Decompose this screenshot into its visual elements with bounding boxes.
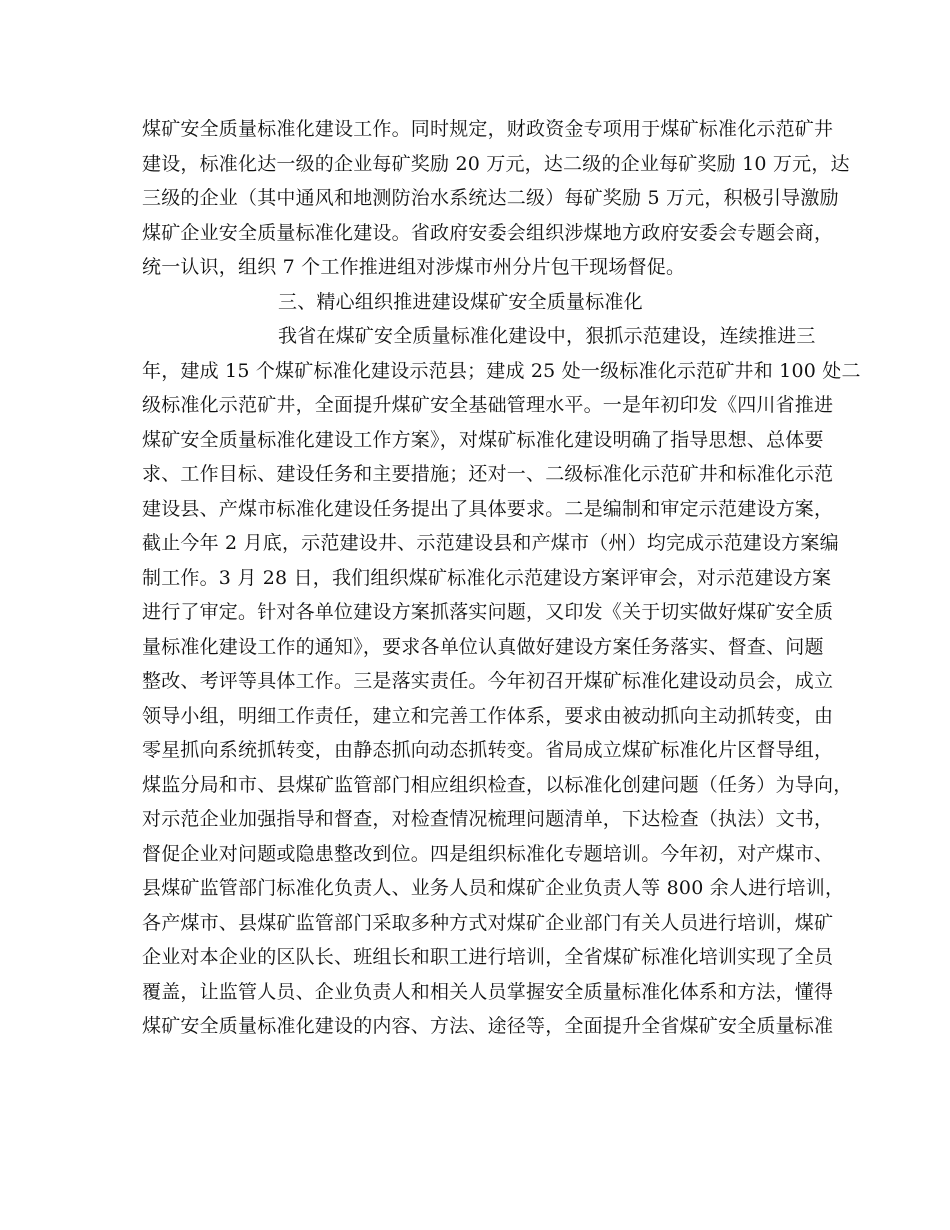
paragraph-line: 各产煤市、县煤矿监管部门采取多种方式对煤矿企业部门有关人员进行培训，煤矿 [142, 911, 834, 934]
paragraph-line: 建设，标准化达一级的企业每矿奖励 20 万元，达二级的企业每矿奖励 10 万元，达 [142, 152, 850, 175]
paragraph-line: 煤矿企业安全质量标准化建设。省政府安委会组织涉煤地方政府安委会专题会商， [142, 221, 834, 244]
paragraph-line: 对示范企业加强指导和督查，对检查情况梳理问题清单，下达检查（执法）文书， [142, 808, 834, 830]
section-heading: 三、精心组织推进建设煤矿安全质量标准化 [278, 290, 643, 313]
paragraph-line: 进行了审定。针对各单位建设方案抓落实问题，又印发《关于切实做好煤矿安全质 [142, 601, 834, 623]
paragraph-line: 截止今年 2 月底，示范建设井、示范建设县和产煤市（州）均完成示范建设方案编 [142, 532, 839, 554]
paragraph-line: 煤矿安全质量标准化建设的内容、方法、途径等，全面提升全省煤矿安全质量标准 [142, 1015, 834, 1037]
paragraph-line: 企业对本企业的区队长、班组长和职工进行培训，全省煤矿标准化培训实现了全员 [142, 946, 834, 968]
paragraph-line: 督促企业对问题或隐患整改到位。四是组织标准化专题培训。今年初，对产煤市、 [142, 842, 834, 865]
paragraph-line: 零星抓向系统抓转变，由静态抓向动态抓转变。省局成立煤矿标准化片区督导组， [142, 739, 834, 761]
document-body [142, 112, 861, 1044]
paragraph-line: 求、工作目标、建设任务和主要措施；还对一、二级标准化示范矿井和标准化示范 [142, 463, 834, 485]
paragraph-line: 整改、考评等具体工作。三是落实责任。今年初召开煤矿标准化建设动员会，成立 [142, 670, 834, 692]
paragraph-line: 三级的企业（其中通风和地测防治水系统达二级）每矿奖励 5 万元，积极引导激励 [142, 187, 839, 209]
paragraph-line: 煤矿安全质量标准化建设工作方案》，对煤矿标准化建设明确了指导思想、总体要 [142, 428, 824, 451]
paragraph-line: 我省在煤矿安全质量标准化建设中，狠抓示范建设，连续推进三 [278, 325, 816, 347]
paragraph-line: 年，建成 15 个煤矿标准化建设示范县；建成 25 处一级标准化示范矿井和 100 处二 [142, 359, 861, 382]
paragraph-line: 统一认识，组织 7 个工作推进组对涉煤市州分片包干现场督促。 [142, 256, 686, 278]
paragraph-line: 煤监分局和市、县煤矿监管部门相应组织检查，以标准化创建问题（任务）为导向， [142, 773, 853, 796]
paragraph-line: 制工作。3 月 28 日，我们组织煤矿标准化示范建设方案评审会，对示范建设方案 [142, 566, 832, 589]
paragraph-line: 领导小组，明细工作责任，建立和完善工作体系，要求由被动抓向主动抓转变，由 [142, 704, 834, 727]
paragraph-line: 县煤矿监管部门标准化负责人、业务人员和煤矿企业负责人等 800 余人进行培训， [142, 877, 845, 899]
paragraph-line: 煤矿安全质量标准化建设工作。同时规定，财政资金专项用于煤矿标准化示范矿井 [142, 118, 834, 140]
paragraph-line: 量标准化建设工作的通知》，要求各单位认真做好建设方案任务落实、督查、问题 [142, 635, 824, 658]
paragraph-line: 建设县、产煤市标准化建设任务提出了具体要求。二是编制和审定示范建设方案， [142, 497, 834, 520]
paragraph-line: 覆盖，让监管人员、企业负责人和相关人员掌握安全质量标准化体系和方法，懂得 [142, 980, 834, 1003]
paragraph-line: 级标准化示范矿井，全面提升煤矿安全基础管理水平。一是年初印发《四川省推进 [142, 394, 834, 416]
